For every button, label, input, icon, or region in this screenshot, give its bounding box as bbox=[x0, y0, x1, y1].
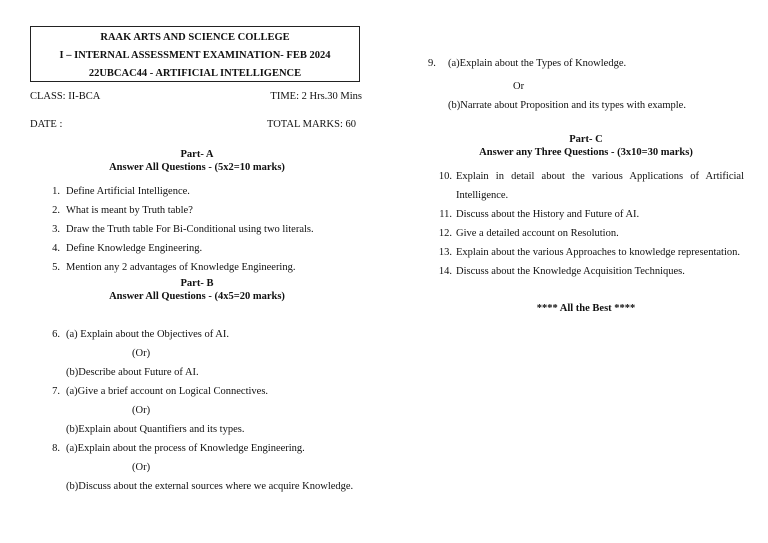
closing-note: **** All the Best **** bbox=[536, 303, 636, 314]
question-8a: (a)Explain about the process of Knowledge Engineering. bbox=[66, 443, 305, 454]
question-text: Discuss about the Knowledge Acquisition Techniques. bbox=[456, 266, 685, 277]
left-column bbox=[30, 26, 364, 496]
question-text: Draw the Truth table For Bi-Conditional using two literals. bbox=[66, 224, 314, 235]
question-number: 5. bbox=[52, 262, 60, 273]
question-9b: (b)Narrate about Proposition and its types with example. bbox=[448, 100, 686, 111]
part-c-title: Part- C bbox=[569, 134, 603, 145]
question-number: 3. bbox=[52, 224, 60, 235]
question-number: 10. bbox=[438, 171, 452, 182]
list-item bbox=[30, 201, 364, 220]
question-number: 14. bbox=[438, 266, 452, 277]
question-number: 12. bbox=[438, 228, 452, 239]
or-label: (Or) bbox=[132, 348, 151, 359]
list-item bbox=[30, 220, 364, 239]
marks-label: TOTAL MARKS: 60 bbox=[267, 119, 356, 130]
list-item bbox=[30, 182, 364, 201]
question-number: 8. bbox=[52, 443, 60, 454]
list-item bbox=[30, 258, 364, 277]
question-text: What is meant by Truth table? bbox=[66, 205, 193, 216]
question-number: 1. bbox=[52, 186, 60, 197]
part-a-instruction: Answer All Questions - (5x2=10 marks) bbox=[109, 162, 285, 173]
part-b-title: Part- B bbox=[180, 278, 214, 289]
list-item bbox=[428, 224, 744, 243]
question-text: Define Artificial Intelligence. bbox=[66, 186, 190, 197]
question-9a: (a)Explain about the Types of Knowledge. bbox=[448, 58, 627, 69]
list-item bbox=[428, 243, 744, 262]
part-c-questions bbox=[428, 167, 744, 281]
question-6a: (a) Explain about the Objectives of AI. bbox=[66, 329, 229, 340]
right-column bbox=[428, 26, 744, 314]
question-number: 2. bbox=[52, 205, 60, 216]
or-label: (Or) bbox=[132, 462, 151, 473]
list-item bbox=[428, 262, 744, 281]
list-item bbox=[428, 205, 744, 224]
question-9 bbox=[428, 54, 744, 115]
question-text: Discuss about the History and Future of AI. bbox=[456, 209, 640, 220]
question-number: 9. bbox=[428, 58, 436, 69]
college-name: RAAK ARTS AND SCIENCE COLLEGE bbox=[100, 32, 290, 43]
question-text: Explain in detail about the various Applications of Artificial Intelligence. bbox=[456, 171, 744, 201]
list-item bbox=[428, 167, 744, 205]
header-box bbox=[30, 26, 360, 82]
part-c bbox=[428, 133, 744, 281]
question-text: Define Knowledge Engineering. bbox=[66, 243, 203, 254]
question-number: 13. bbox=[438, 247, 452, 258]
part-a-title: Part- A bbox=[180, 149, 214, 160]
part-a bbox=[30, 148, 364, 277]
question-7b: (b)Explain about Quantifiers and its types. bbox=[66, 424, 245, 435]
question-number: 11. bbox=[439, 209, 452, 220]
date-label: DATE : bbox=[30, 119, 63, 130]
question-text: Explain about the various Approaches to knowledge representation. bbox=[456, 247, 741, 258]
meta-row-date bbox=[30, 114, 364, 136]
question-7a: (a)Give a brief account on Logical Connectives. bbox=[66, 386, 269, 397]
meta-row-class bbox=[30, 86, 364, 108]
question-7 bbox=[30, 382, 364, 439]
question-number: 7. bbox=[52, 386, 60, 397]
question-text: Give a detailed account on Resolution. bbox=[456, 228, 619, 239]
question-8b: (b)Discuss about the external sources where we acquire Knowledge. bbox=[66, 481, 354, 492]
question-number: 6. bbox=[52, 329, 60, 340]
question-8 bbox=[30, 439, 364, 496]
time-label: TIME: 2 Hrs.30 Mins bbox=[270, 91, 362, 102]
part-a-questions bbox=[30, 182, 364, 277]
course-title: 22UBCAC44 - ARTIFICIAL INTELLIGENCE bbox=[88, 68, 302, 79]
question-6 bbox=[30, 325, 364, 382]
question-number: 4. bbox=[52, 243, 60, 254]
exam-title: I – INTERNAL ASSESSMENT EXAMINATION- FEB 2024 bbox=[59, 50, 331, 61]
part-b-instruction: Answer All Questions - (4x5=20 marks) bbox=[109, 291, 285, 302]
or-label: (Or) bbox=[132, 405, 151, 416]
or-label: Or bbox=[513, 81, 525, 92]
class-label: CLASS: II-BCA bbox=[30, 91, 101, 102]
question-text: Mention any 2 advantages of Knowledge Engineering. bbox=[66, 262, 296, 273]
part-b bbox=[30, 277, 364, 496]
list-item bbox=[30, 239, 364, 258]
question-6b: (b)Describe about Future of AI. bbox=[66, 367, 199, 378]
part-c-instruction: Answer any Three Questions - (3x10=30 marks) bbox=[479, 147, 693, 158]
